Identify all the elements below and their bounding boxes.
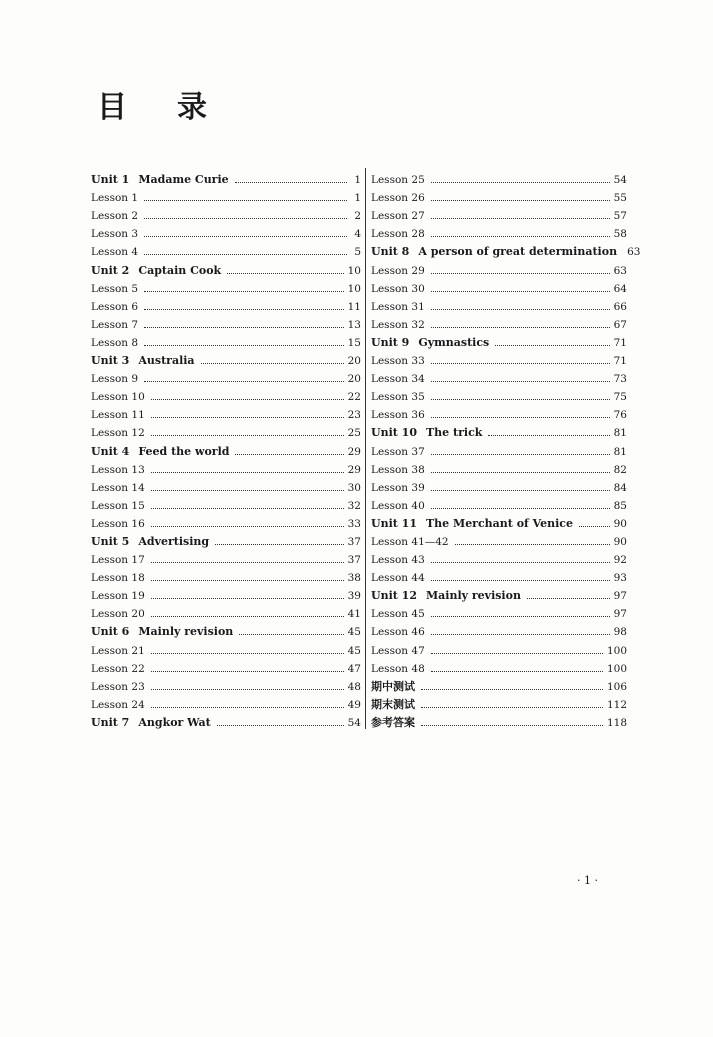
toc-entry-label: Lesson 33 (371, 355, 425, 368)
toc-unit-entry (371, 240, 641, 259)
unit-title: Advertising (138, 534, 210, 548)
toc-unit-label (371, 427, 482, 439)
dot-leader (431, 490, 610, 491)
toc-entry-label: Lesson 28 (371, 228, 425, 241)
toc-entry-label: Lesson 24 (91, 698, 145, 711)
unit-title: Madame Curie (138, 173, 229, 187)
toc-lesson-entry (371, 277, 627, 295)
dot-leader (151, 671, 344, 672)
toc-lesson-entry (371, 349, 627, 367)
toc-lesson-entry (371, 657, 627, 675)
unit-title: Mainly revision (426, 589, 521, 603)
toc-lesson-entry (371, 530, 627, 548)
unit-number: Unit 12 (371, 589, 417, 603)
toc-entry-label: Lesson 48 (371, 662, 425, 675)
toc-unit-label (371, 518, 573, 530)
toc-page-number: 58 (613, 228, 627, 241)
unit-number: Unit 11 (371, 516, 417, 530)
dot-leader (144, 218, 347, 219)
page-number: · 1 · (577, 874, 598, 887)
toc-lesson-entry (371, 222, 627, 240)
toc-lesson-entry (91, 403, 361, 421)
toc-lesson-entry (91, 204, 361, 222)
unit-number: Unit 8 (371, 245, 410, 259)
unit-title: Mainly revision (138, 625, 234, 639)
toc-unit-label (91, 626, 233, 638)
dot-leader (151, 580, 344, 581)
toc-page-number: 76 (613, 409, 627, 422)
toc-entry-label: Lesson 26 (371, 192, 425, 205)
toc-page-number: 118 (606, 716, 627, 729)
dot-leader (151, 417, 344, 418)
dot-leader (527, 598, 610, 599)
toc-special-entry (371, 675, 627, 693)
toc-page-number: 39 (347, 590, 361, 603)
toc-unit-label (371, 337, 489, 349)
dot-leader (151, 508, 344, 509)
dot-leader (144, 309, 344, 310)
toc-page-number: 29 (347, 463, 361, 476)
toc-page-number: 22 (347, 391, 361, 404)
dot-leader (431, 182, 610, 183)
toc-page-number: 1 (354, 192, 361, 205)
toc-lesson-entry (91, 584, 361, 602)
toc-right-column (366, 168, 641, 729)
page-title (97, 82, 207, 126)
toc-lesson-entry (91, 638, 361, 656)
dot-leader (431, 562, 610, 563)
toc-lesson-entry (91, 657, 361, 675)
dot-leader (431, 671, 603, 672)
toc-page-number: 64 (613, 282, 627, 295)
toc-page-number: 100 (606, 662, 627, 675)
toc-page-number: 48 (347, 680, 361, 693)
toc-lesson-entry (371, 439, 627, 457)
toc-page-number: 93 (613, 572, 627, 585)
dot-leader (151, 653, 344, 654)
dot-leader (215, 544, 344, 545)
toc-page-number: 71 (613, 355, 627, 368)
unit-number: Unit 1 (91, 173, 130, 187)
dot-leader (144, 381, 344, 382)
toc-unit-entry (91, 168, 361, 186)
toc-lesson-entry (371, 620, 627, 638)
dot-leader (144, 254, 347, 255)
dot-leader (144, 345, 344, 346)
toc-unit-label (91, 265, 221, 277)
toc-lesson-entry (91, 458, 361, 476)
toc-unit-label (91, 355, 195, 367)
toc-page-number: 41 (347, 608, 361, 621)
toc-entry-label: Lesson 3 (91, 228, 139, 241)
toc-unit-entry (91, 439, 361, 457)
dot-leader (431, 580, 610, 581)
toc-lesson-entry (91, 512, 361, 530)
toc-lesson-entry (371, 476, 627, 494)
dot-leader (144, 200, 347, 201)
toc-entry-label: Lesson 7 (91, 318, 139, 331)
toc-unit-label (91, 717, 211, 729)
toc-entry-label: Lesson 21 (91, 644, 145, 657)
toc-page-number: 84 (613, 481, 627, 494)
toc-entry-label: Lesson 14 (91, 481, 145, 494)
toc-lesson-entry (371, 367, 627, 385)
dot-leader (431, 236, 610, 237)
toc-page-number: 66 (613, 300, 627, 313)
toc-unit-entry (91, 620, 361, 638)
dot-leader (431, 454, 610, 455)
toc-unit-entry (91, 349, 361, 367)
toc-page-number: 82 (613, 463, 627, 476)
toc-lesson-entry (371, 186, 627, 204)
toc-lesson-entry (371, 602, 627, 620)
toc-lesson-entry (91, 693, 361, 711)
toc-entry-label: 参考答案 (371, 715, 415, 729)
toc-entry-label: Lesson 46 (371, 626, 425, 639)
dot-leader (144, 327, 344, 328)
unit-number: Unit 6 (91, 625, 130, 639)
toc-lesson-entry (371, 403, 627, 421)
toc-entry-label: Lesson 20 (91, 608, 145, 621)
toc-page-number: 33 (347, 517, 361, 530)
toc-lesson-entry (91, 240, 361, 258)
toc-entry-label: 期末测试 (371, 697, 415, 711)
toc-unit-entry (371, 421, 627, 439)
toc-lesson-entry (91, 222, 361, 240)
toc-lesson-entry (371, 458, 627, 476)
toc-page-number: 97 (613, 608, 627, 621)
dot-leader (431, 634, 610, 635)
toc-lesson-entry (371, 385, 627, 403)
toc-lesson-entry (371, 494, 627, 512)
toc-page-number: 45 (347, 626, 361, 639)
toc-entry-label: Lesson 5 (91, 282, 139, 295)
toc-entry-label: Lesson 44 (371, 572, 425, 585)
toc-page-number: 67 (613, 318, 627, 331)
toc-entry-label: Lesson 40 (371, 499, 425, 512)
toc-lesson-entry (371, 566, 627, 584)
toc-page-number: 100 (606, 644, 627, 657)
toc-lesson-entry (91, 494, 361, 512)
dot-leader (235, 454, 343, 455)
toc-lesson-entry (91, 476, 361, 494)
toc-page-number: 57 (613, 210, 627, 223)
toc-lesson-entry (91, 331, 361, 349)
toc-entry-label: Lesson 11 (91, 409, 145, 422)
toc-lesson-entry (91, 367, 361, 385)
unit-number: Unit 4 (91, 444, 130, 458)
unit-number: Unit 5 (91, 534, 130, 548)
unit-number: Unit 7 (91, 715, 130, 729)
toc-entry-label: Lesson 32 (371, 318, 425, 331)
toc-page-number: 20 (347, 373, 361, 386)
toc-page-number: 54 (347, 716, 361, 729)
toc-lesson-entry (91, 421, 361, 439)
toc-entry-label: Lesson 41—42 (371, 535, 449, 548)
dot-leader (431, 273, 610, 274)
toc-page-number: 85 (613, 499, 627, 512)
dot-leader (151, 435, 344, 436)
toc-page-number: 81 (613, 427, 627, 440)
toc-entry-label: Lesson 12 (91, 427, 145, 440)
toc-page-number: 15 (347, 336, 361, 349)
toc-page-number: 10 (347, 264, 361, 277)
toc-page-number: 90 (613, 517, 627, 530)
unit-title: The Merchant of Venice (426, 516, 574, 530)
toc-entry-label: Lesson 38 (371, 463, 425, 476)
toc-page-number: 81 (613, 445, 627, 458)
toc-page-number: 10 (347, 282, 361, 295)
toc-page-number: 5 (354, 246, 361, 259)
toc-entry-label: Lesson 34 (371, 373, 425, 386)
toc-entry-label: Lesson 39 (371, 481, 425, 494)
toc-unit-entry (371, 512, 627, 530)
dot-leader (144, 291, 344, 292)
dot-leader (431, 309, 610, 310)
dot-leader (151, 490, 344, 491)
dot-leader (579, 526, 610, 527)
unit-title: A person of great determination (418, 245, 618, 259)
toc-entry-label: Lesson 2 (91, 210, 139, 223)
toc-page-number: 25 (347, 427, 361, 440)
dot-leader (421, 707, 603, 708)
toc-entry-label: Lesson 23 (91, 680, 145, 693)
toc-lesson-entry (91, 602, 361, 620)
toc-page-number: 73 (613, 373, 627, 386)
dot-leader (151, 526, 344, 527)
toc-page-number: 13 (347, 318, 361, 331)
dot-leader (151, 707, 344, 708)
toc-unit-entry (91, 530, 361, 548)
dot-leader (217, 725, 344, 726)
toc-page-number: 98 (613, 626, 627, 639)
toc-special-entry (371, 693, 627, 711)
dot-leader (431, 218, 610, 219)
toc-entry-label: Lesson 29 (371, 264, 425, 277)
title-char-1: 目 (97, 90, 127, 125)
dot-leader (201, 363, 344, 364)
toc-entry-label: Lesson 19 (91, 590, 145, 603)
dot-leader (431, 417, 610, 418)
unit-title: Angkor Wat (138, 715, 211, 729)
dot-leader (227, 273, 343, 274)
toc-page-number: 20 (347, 355, 361, 368)
toc-special-entry (371, 711, 627, 729)
toc-unit-label (371, 590, 521, 602)
toc-page-number: 4 (354, 228, 361, 241)
toc-entry-label: 期中测试 (371, 679, 415, 693)
toc-entry-label: Lesson 43 (371, 554, 425, 567)
toc-page-number: 11 (347, 300, 361, 313)
toc-lesson-entry (91, 675, 361, 693)
toc-lesson-entry (371, 258, 627, 276)
toc-unit-entry (371, 584, 627, 602)
dot-leader (431, 616, 610, 617)
dot-leader (431, 508, 610, 509)
toc-page-number: 37 (347, 554, 361, 567)
toc-lesson-entry (91, 186, 361, 204)
toc-entry-label: Lesson 6 (91, 300, 139, 313)
toc-page-number: 75 (613, 391, 627, 404)
unit-number: Unit 10 (371, 426, 417, 440)
toc-entry-label: Lesson 37 (371, 445, 425, 458)
dot-leader (495, 345, 609, 346)
toc-page-number: 97 (613, 590, 627, 603)
toc-lesson-entry (91, 277, 361, 295)
toc-entry-label: Lesson 15 (91, 499, 145, 512)
toc-page-number: 49 (347, 698, 361, 711)
dot-leader (488, 435, 609, 436)
dot-leader (144, 236, 347, 237)
toc-entry-label: Lesson 1 (91, 192, 139, 205)
toc-entry-label: Lesson 8 (91, 336, 139, 349)
toc-entry-label: Lesson 30 (371, 282, 425, 295)
toc-unit-entry (91, 258, 361, 276)
dot-leader (431, 653, 603, 654)
dot-leader (151, 616, 344, 617)
toc-unit-entry (91, 711, 361, 729)
toc-entry-label: Lesson 10 (91, 391, 145, 404)
toc-page-number: 23 (347, 409, 361, 422)
toc-entry-label: Lesson 17 (91, 554, 145, 567)
toc-left-column (91, 168, 366, 729)
toc-entry-label: Lesson 18 (91, 572, 145, 585)
toc-page-number: 63 (613, 264, 627, 277)
toc-lesson-entry (371, 548, 627, 566)
dot-leader (151, 689, 344, 690)
toc-lesson-entry (371, 313, 627, 331)
dot-leader (431, 363, 610, 364)
dot-leader (151, 562, 344, 563)
toc-entry-label: Lesson 25 (371, 174, 425, 187)
dot-leader (431, 200, 610, 201)
toc-lesson-entry (371, 638, 627, 656)
toc-entry-label: Lesson 13 (91, 463, 145, 476)
toc-page-number: 54 (613, 174, 627, 187)
toc-entry-label: Lesson 47 (371, 644, 425, 657)
unit-number: Unit 2 (91, 263, 130, 277)
toc-lesson-entry (371, 295, 627, 313)
toc-page-number: 30 (347, 481, 361, 494)
toc-lesson-entry (91, 548, 361, 566)
unit-title: The trick (426, 426, 483, 440)
toc-page-number: 2 (354, 210, 361, 223)
toc-lesson-entry (371, 168, 627, 186)
toc-lesson-entry (91, 313, 361, 331)
table-of-contents (91, 168, 641, 729)
toc-page-number: 29 (347, 445, 361, 458)
toc-unit-label (91, 174, 229, 186)
toc-lesson-entry (91, 385, 361, 403)
toc-page-number: 63 (627, 246, 641, 259)
toc-unit-label (91, 536, 209, 548)
toc-entry-label: Lesson 36 (371, 409, 425, 422)
toc-lesson-entry (371, 204, 627, 222)
dot-leader (431, 327, 610, 328)
dot-leader (151, 472, 344, 473)
dot-leader (431, 291, 610, 292)
unit-number: Unit 3 (91, 354, 130, 368)
dot-leader (421, 689, 603, 690)
dot-leader (431, 381, 610, 382)
toc-unit-label (91, 446, 229, 458)
toc-page-number: 106 (606, 680, 627, 693)
toc-page-number: 38 (347, 572, 361, 585)
toc-page-number: 92 (613, 554, 627, 567)
toc-unit-entry (371, 331, 627, 349)
toc-lesson-entry (91, 295, 361, 313)
toc-entry-label: Lesson 4 (91, 246, 139, 259)
dot-leader (455, 544, 610, 545)
toc-page-number: 32 (347, 499, 361, 512)
toc-entry-label: Lesson 45 (371, 608, 425, 621)
toc-entry-label: Lesson 9 (91, 373, 139, 386)
unit-title: Gymnastics (418, 335, 490, 349)
toc-entry-label: Lesson 22 (91, 662, 145, 675)
dot-leader (431, 472, 610, 473)
toc-entry-label: Lesson 16 (91, 517, 145, 530)
toc-page-number: 45 (347, 644, 361, 657)
toc-unit-label (371, 246, 617, 258)
toc-page-number: 37 (347, 535, 361, 548)
toc-lesson-entry (91, 566, 361, 584)
unit-title: Captain Cook (138, 263, 222, 277)
unit-title: Australia (138, 354, 195, 368)
unit-number: Unit 9 (371, 335, 410, 349)
dot-leader (151, 399, 344, 400)
toc-page-number: 47 (347, 662, 361, 675)
dot-leader (151, 598, 344, 599)
toc-entry-label: Lesson 31 (371, 300, 425, 313)
dot-leader (431, 399, 610, 400)
toc-page-number: 90 (613, 535, 627, 548)
dot-leader (421, 725, 603, 726)
title-char-2: 录 (177, 90, 207, 125)
toc-page-number: 112 (606, 698, 627, 711)
toc-entry-label: Lesson 27 (371, 210, 425, 223)
toc-page-number: 55 (613, 192, 627, 205)
dot-leader (235, 182, 347, 183)
toc-page-number: 1 (354, 174, 361, 187)
toc-entry-label: Lesson 35 (371, 391, 425, 404)
unit-title: Feed the world (138, 444, 230, 458)
dot-leader (239, 634, 343, 635)
toc-page-number: 71 (613, 336, 627, 349)
